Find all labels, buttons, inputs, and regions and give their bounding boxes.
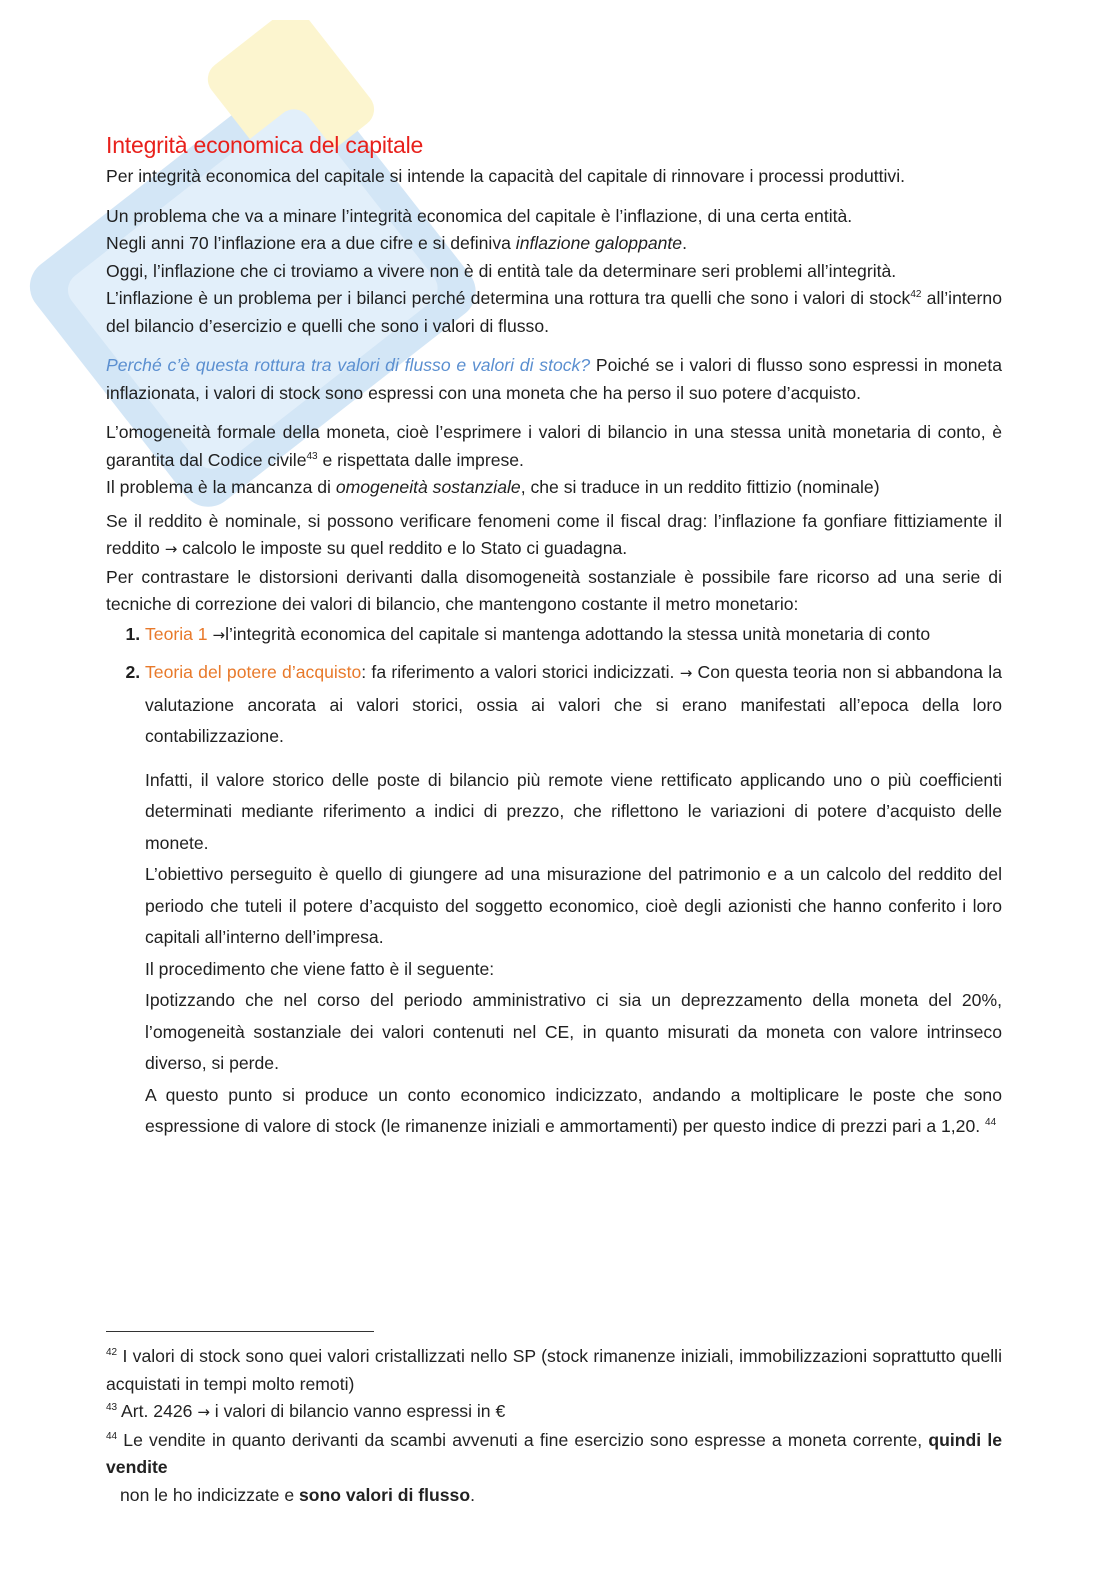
footnote-44-continued: non le ho indicizzate e sono valori di flusso. [120, 1484, 475, 1505]
list-item-theory-2: 2. Teoria del potere d’acquisto: fa riferimento a valori storici indicizzati. → Con questa teoria non si abbandona la valutazione ancorata ai valori storici, ossia ai valori che si erano manifestati all’epoca della loro contabilizzazione. [145, 657, 1002, 753]
paragraph-objective: L’obiettivo perseguito è quello di giungere ad una misurazione del patrimonio e a un calcolo del reddito del periodo che tuteli il potere d’acquisto del soggetto economico, cioè degli azionisti che hanno conferito i loro capitali all’interno dell’impresa. [145, 864, 1002, 947]
paragraph-correction-techniques: Per contrastare le distorsioni derivanti dalla disomogeneità sostanziale è possibile fare ricorso ad una serie di tecniche di correzione dei valori di bilancio, che mantengono costante il metro monetario: [106, 566, 1002, 614]
footnote-ref-44[interactable]: 44 [985, 1117, 997, 1129]
arrow-right-icon: → [164, 540, 178, 558]
footnote-ref-42[interactable]: 42 [910, 289, 922, 301]
paragraph-fiscal-drag: Se il reddito è nominale, si possono verificare fenomeni come il fiscal drag: l’inflazione fa gonfiare fittiziamente il reddito → calcolo le imposte su quel reddito e lo Stato ci guadagna. [106, 510, 1002, 558]
paragraph-substantial-homogeneity: Il problema è la mancanza di omogeneità sostanziale, che si traduce in un reddito fittizio (nominale) [106, 477, 880, 497]
paragraph-rupture: L’inflazione è un problema per i bilanci perché determina una rottura tra quelli che sono i valori di stock$^{42}$ all’interno del bilancio d’esercizio e quelli che sono i valori di flusso. [106, 288, 1002, 336]
paragraph-question: Perché c’è questa rottura tra valori di flusso e valori di stock? Poiché se i valori di flusso sono espressi in moneta inflazionata, i valori di stock sono espressi con una moneta che ha perso il suo potere d’acquisto. [106, 355, 1003, 403]
footnote-43: $^{43}$ Art. 2426 → i valori di bilancio vanno espressi in € [106, 1401, 506, 1421]
arrow-right-icon: → [212, 625, 226, 644]
question-text: Perché c’è questa rottura tra valori di flusso e valori di stock? [106, 355, 591, 375]
theory-2-title: Teoria del potere d’acquisto [145, 662, 362, 682]
paragraph-seventies: Negli anni 70 l’inflazione era a due cifre e si definiva inflazione galoppante. [106, 233, 687, 253]
paragraph-definition: Per integrità economica del capitale si intende la capacità del capitale di rinnovare i processi produttivi. [106, 166, 906, 186]
paragraph-indexed-ce: A questo punto si produce un conto economico indicizzato, andando a moltiplicare le poste che sono espressione di valore di stock (le rimanenze iniziali e ammortamenti) per questo indice di prezzi pari a 1,20. $^{44}$ [145, 1084, 1002, 1136]
footnote-44: $^{44}$ Le vendite in quanto derivanti da scambi avvenuti a fine esercizio sono espresse a moneta corrente, quindi le vendite [106, 1429, 1002, 1477]
footnote-separator [106, 1331, 374, 1332]
theory-1-title: Teoria 1 [145, 623, 208, 644]
page-title: Integrità economica del capitale [106, 132, 424, 158]
footnotes [106, 1343, 1002, 1509]
footnote-ref-43[interactable]: 43 [306, 450, 318, 462]
paragraph-today: Oggi, l’inflazione che ci troviamo a vivere non è di entità tale da determinare seri problemi all’integrità. [106, 260, 897, 281]
paragraph-procedure: Il procedimento che viene fatto è il seguente: [145, 958, 495, 979]
paragraph-indeed: Infatti, il valore storico delle poste di bilancio più remote viene rettificato applicando uno o più coefficienti determinati mediante riferimento a indici di prezzo, che riflettono le variazioni di potere d’acquisto delle monete. [145, 769, 1002, 853]
theory-list [106, 619, 1002, 753]
arrow-right-icon: → [197, 1403, 210, 1421]
document-body [106, 132, 1002, 1143]
paragraph-formal-homogeneity: L’omogeneità formale della moneta, cioè l’esprimere i valori di bilancio in una stessa unità monetaria di conto, è garantita dal Codice civile$^{43}$ e rispettata dalle imprese. [106, 422, 1002, 470]
list-item-theory-1: 1. Teoria 1 →l’integrità economica del capitale si mantenga adottando la stessa unità monetaria di conto [145, 619, 1002, 652]
footnote-42: $^{42}$ I valori di stock sono quei valori cristallizzati nello SP (stock rimanenze iniziali, immobilizzazioni soprattutto quelli acquistati in tempi molto remoti) [106, 1346, 1002, 1394]
arrow-right-icon: → [679, 664, 693, 682]
paragraph-inflation-problem: Un problema che va a minare l’integrità economica del capitale è l’inflazione, di una certa entità. [106, 205, 853, 226]
paragraph-hypothesis: Ipotizzando che nel corso del periodo amministrativo ci sia un deprezzamento della moneta del 20%, l’omogeneità sostanziale dei valori contenuti nel CE, in quanto misurati da moneta con valore intrinseco diverso, si perde. [145, 990, 1002, 1073]
